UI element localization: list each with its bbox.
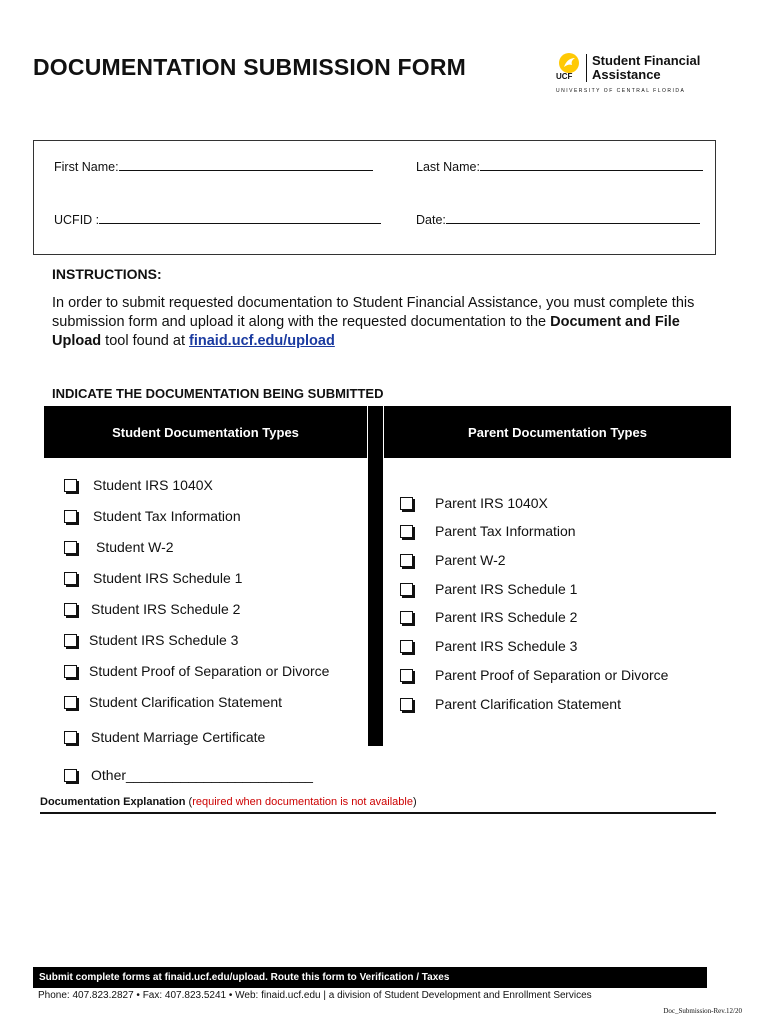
checkbox-label: Parent W-2 bbox=[435, 552, 506, 568]
checkbox[interactable] bbox=[64, 541, 77, 554]
ucf-sfa-logo bbox=[556, 50, 736, 98]
instructions-text bbox=[52, 294, 712, 351]
checkbox-label: Student Proof of Separation or Divorce bbox=[89, 663, 330, 679]
student-item-w2[interactable] bbox=[64, 537, 174, 557]
logo-line-2: Assistance bbox=[592, 67, 661, 82]
checkbox[interactable] bbox=[64, 731, 77, 744]
instructions-text-part: tool found at bbox=[101, 333, 190, 349]
instructions-tool-name: Document and File Upload bbox=[52, 314, 680, 349]
instructions-text-part: In order to submit requested documentation to Student Financial Assistance, you must complete this submission form and upload it along with the requested documentation to the bbox=[52, 295, 695, 330]
logo-line-1: Student Financial bbox=[592, 53, 701, 68]
column-divider bbox=[368, 406, 383, 746]
checkbox-label: Parent Proof of Separation or Divorce bbox=[435, 667, 669, 683]
checkbox[interactable] bbox=[64, 634, 77, 647]
checkbox[interactable] bbox=[64, 696, 77, 709]
checkbox[interactable] bbox=[400, 640, 413, 653]
checkbox[interactable] bbox=[64, 603, 77, 616]
instructions-heading: INSTRUCTIONS: bbox=[52, 266, 162, 282]
checkbox-label: Parent IRS 1040X bbox=[435, 495, 548, 511]
explanation-open-paren: ( bbox=[185, 796, 193, 808]
last-name-line[interactable] bbox=[480, 158, 703, 171]
upload-link[interactable]: finaid.ucf.edu/upload bbox=[189, 333, 335, 349]
explanation-heading bbox=[40, 796, 417, 808]
explanation-close-paren: ) bbox=[412, 796, 417, 808]
last-name-label: Last Name: bbox=[416, 160, 480, 174]
checkbox-label: Parent Clarification Statement bbox=[435, 696, 621, 712]
checkbox-label: Student IRS 1040X bbox=[93, 477, 213, 493]
student-item-irs-1040x[interactable] bbox=[64, 475, 213, 495]
checkbox-label: Parent IRS Schedule 3 bbox=[435, 638, 578, 654]
parent-item-w2[interactable] bbox=[400, 550, 506, 570]
parent-item-schedule-1[interactable] bbox=[400, 579, 577, 599]
ucfid-field[interactable] bbox=[54, 211, 381, 227]
student-item-other[interactable] bbox=[64, 765, 313, 785]
student-column-header bbox=[44, 406, 367, 458]
checkbox[interactable] bbox=[64, 479, 77, 492]
checkbox-label: Student IRS Schedule 1 bbox=[93, 570, 243, 586]
header-gap bbox=[367, 406, 368, 458]
checkbox-label: Parent IRS Schedule 2 bbox=[435, 609, 578, 625]
checkbox-label: Student Tax Information bbox=[93, 508, 241, 524]
explanation-required-note: required when documentation is not available bbox=[192, 796, 413, 808]
logo-university: UNIVERSITY OF CENTRAL FLORIDA bbox=[556, 88, 686, 94]
checkbox-label: Parent Tax Information bbox=[435, 523, 576, 539]
revision-code: Doc_Submission-Rev.12/20 bbox=[663, 1007, 742, 1015]
checkbox[interactable] bbox=[64, 665, 77, 678]
student-item-marriage-certificate[interactable] bbox=[64, 727, 265, 747]
student-item-clarification[interactable] bbox=[64, 692, 282, 712]
student-header-label: Student Documentation Types bbox=[112, 424, 299, 440]
parent-item-tax-information[interactable] bbox=[400, 521, 576, 541]
indicate-heading: INDICATE THE DOCUMENTATION BEING SUBMITTED bbox=[52, 386, 384, 401]
checkbox[interactable] bbox=[400, 497, 413, 510]
logo-abbr: UCF bbox=[556, 72, 573, 81]
student-item-proof-of-separation[interactable] bbox=[64, 661, 329, 681]
ucfid-line[interactable] bbox=[99, 211, 381, 224]
checkbox-label: Student Clarification Statement bbox=[89, 694, 282, 710]
ucfid-label: UCFID : bbox=[54, 213, 100, 227]
last-name-field[interactable] bbox=[416, 158, 703, 174]
date-label: Date: bbox=[416, 213, 446, 227]
checkbox-label: Student IRS Schedule 3 bbox=[89, 632, 239, 648]
explanation-label: Documentation Explanation bbox=[40, 796, 186, 808]
first-name-label: First Name: bbox=[54, 160, 119, 174]
parent-item-schedule-3[interactable] bbox=[400, 636, 577, 656]
date-field[interactable] bbox=[416, 211, 700, 227]
parent-header-label: Parent Documentation Types bbox=[468, 424, 647, 440]
explanation-input-area[interactable] bbox=[40, 816, 716, 956]
first-name-line[interactable] bbox=[119, 158, 373, 171]
checkbox-label: Student Marriage Certificate bbox=[91, 729, 266, 745]
footer-submit-text: Submit complete forms at finaid.ucf.edu/upload. Route this form to Verification / Taxes bbox=[39, 972, 450, 983]
explanation-divider bbox=[40, 812, 716, 814]
checkbox-label: Parent IRS Schedule 1 bbox=[435, 581, 578, 597]
footer-submit-bar bbox=[33, 967, 707, 988]
first-name-field[interactable] bbox=[54, 158, 373, 174]
checkbox[interactable] bbox=[400, 554, 413, 567]
checkbox-label: Student IRS Schedule 2 bbox=[91, 601, 241, 617]
checkbox-label: Other________________________ bbox=[91, 767, 313, 783]
checkbox-label: Student W-2 bbox=[96, 539, 174, 555]
parent-item-irs-1040x[interactable] bbox=[400, 493, 548, 513]
parent-item-schedule-2[interactable] bbox=[400, 607, 577, 627]
checkbox[interactable] bbox=[400, 669, 413, 682]
parent-item-clarification[interactable] bbox=[400, 694, 621, 714]
checkbox[interactable] bbox=[64, 572, 77, 585]
checkbox[interactable] bbox=[400, 698, 413, 711]
header-gap bbox=[383, 406, 384, 458]
logo-divider bbox=[586, 54, 587, 82]
checkbox[interactable] bbox=[64, 510, 77, 523]
checkbox[interactable] bbox=[400, 583, 413, 596]
form-title: DOCUMENTATION SUBMISSION FORM bbox=[33, 54, 466, 80]
checkbox[interactable] bbox=[64, 769, 77, 782]
date-line[interactable] bbox=[446, 211, 700, 224]
checkbox[interactable] bbox=[400, 611, 413, 624]
student-item-schedule-3[interactable] bbox=[64, 630, 238, 650]
footer-contact: Phone: 407.823.2827 • Fax: 407.823.5241 • Web: finaid.ucf.edu | a division of Student Development and Enrollment Services bbox=[38, 990, 592, 1001]
parent-column-header bbox=[384, 406, 731, 458]
student-item-tax-information[interactable] bbox=[64, 506, 241, 526]
pegasus-gold-icon bbox=[558, 52, 580, 74]
checkbox[interactable] bbox=[400, 525, 413, 538]
parent-item-proof-of-separation[interactable] bbox=[400, 665, 668, 685]
student-item-schedule-2[interactable] bbox=[64, 599, 240, 619]
student-item-schedule-1[interactable] bbox=[64, 568, 242, 588]
